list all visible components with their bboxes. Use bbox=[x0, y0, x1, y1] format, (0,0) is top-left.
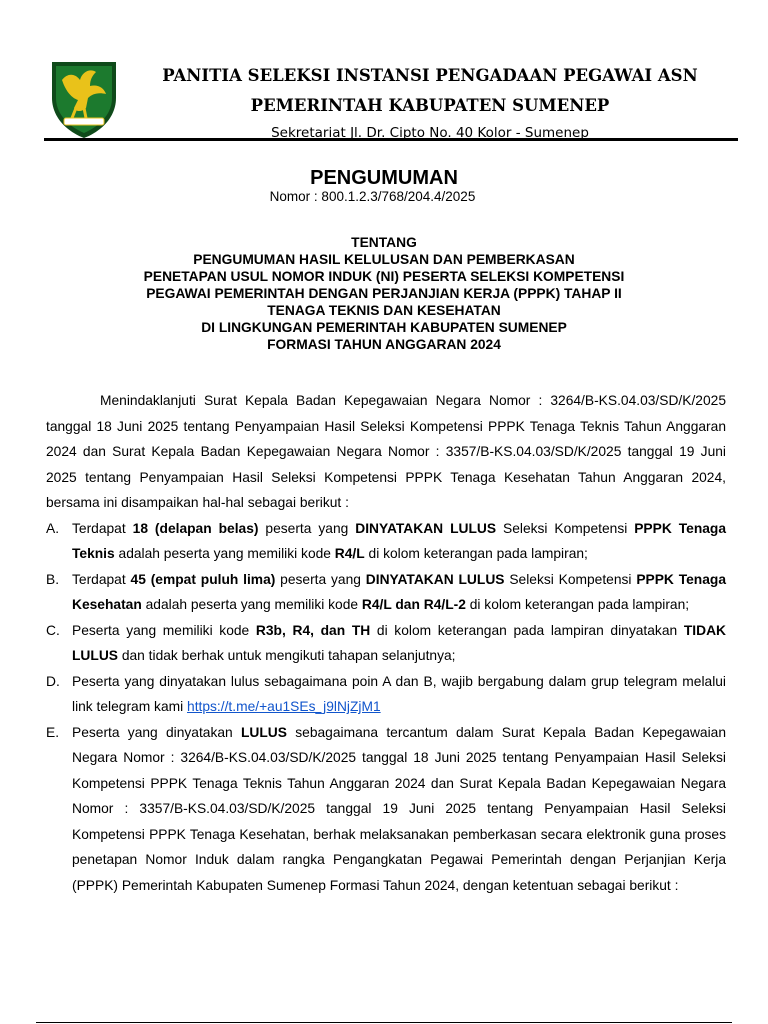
subject-line: PEGAWAI PEMERINTAH DENGAN PERJANJIAN KERJA (PPPK) TAHAP II bbox=[146, 286, 622, 301]
item-text: Peserta yang dinyatakan bbox=[72, 724, 241, 740]
points-list bbox=[46, 516, 726, 899]
item-text: di kolom keterangan pada lampiran; bbox=[465, 597, 690, 612]
item-marker: A. bbox=[46, 520, 60, 536]
item-marker: E. bbox=[46, 724, 60, 740]
item-bold: PPPK Tenaga Teknis bbox=[72, 520, 727, 561]
list-item bbox=[46, 669, 726, 720]
item-bold: R3b, R4, dan TH bbox=[255, 622, 371, 638]
item-text: peserta yang bbox=[258, 520, 356, 536]
letterhead-committee: PANITIA SELEKSI INSTANSI PENGADAAN PEGAWAI ASN bbox=[162, 66, 698, 85]
telegram-group-link[interactable]: https://t.me/+au1SEs_j9lNjZjM1 bbox=[187, 699, 381, 714]
list-item bbox=[46, 567, 726, 618]
item-bold: TIDAK LULUS bbox=[72, 622, 726, 663]
item-bold: DINYATAKAN LULUS bbox=[355, 520, 497, 536]
sumenep-regency-crest-icon bbox=[46, 58, 122, 140]
item-text: Terdapat bbox=[72, 520, 133, 536]
list-item bbox=[46, 516, 726, 567]
item-text: Seleksi Kompetensi bbox=[504, 571, 637, 587]
item-text: Peserta yang dinyatakan lulus sebagaimana poin A dan B, wajib bergabung dalam grup telegram melalui link telegram kami bbox=[72, 673, 726, 714]
item-marker: B. bbox=[46, 571, 60, 587]
subject-line: DI LINGKUNGAN PEMERINTAH KABUPATEN SUMENEP bbox=[201, 320, 567, 335]
announcement-number: Nomor : 800.1.2.3/768/204.4/2025 bbox=[269, 189, 476, 204]
item-text: Seleksi Kompetensi bbox=[496, 520, 635, 536]
subject-line: TENTANG bbox=[351, 235, 417, 250]
item-bold: R4/L dan R4/L-2 bbox=[361, 597, 466, 612]
item-text: Terdapat bbox=[72, 571, 131, 587]
item-text: dan tidak berhak untuk mengikuti tahapan selanjutnya; bbox=[118, 648, 456, 663]
item-text: adalah peserta yang memiliki kode bbox=[114, 546, 335, 561]
item-bold: LULUS bbox=[240, 724, 287, 740]
item-marker: C. bbox=[46, 622, 60, 638]
intro-paragraph: Menindaklanjuti Surat Kepala Badan Kepegawaian Negara Nomor : 3264/B-KS.04.03/SD/K/2025 tanggal 18 Juni 2025 tentang Penyampaian Hasil Seleksi Kompetensi PPPK Tenaga Teknis Tahun Anggaran 2024 dan Surat Kepala Badan Kepegawaian Negara Nomor : 3357/B-KS.04.03/SD/K/2025 tanggal 19 Juni 2025 tentang Penyampaian Hasil Seleksi Kompetensi PPPK Tenaga Kesehatan Tahun Anggaran 2024, bersama ini disampaikan hal-hal sebagai berikut : bbox=[46, 393, 726, 510]
item-bold: 45 (empat puluh lima) bbox=[130, 571, 276, 587]
item-text: adalah peserta yang memiliki kode bbox=[141, 597, 362, 612]
subject-line: PENETAPAN USUL NOMOR INDUK (NI) PESERTA SELEKSI KOMPETENSI bbox=[143, 269, 625, 284]
item-marker: D. bbox=[46, 673, 60, 689]
announcement-subject bbox=[0, 234, 768, 353]
letterhead-government: PEMERINTAH KABUPATEN SUMENEP bbox=[250, 96, 610, 115]
item-text: sebagaimana tercantum dalam Surat Kepala Badan Kepegawaian Negara Nomor : 3264/B-KS.04.03/SD/K/2025 tanggal 18 Juni 2025 tentang Penyampaian Hasil Seleksi Kompetensi PPPK Tenaga Teknis Tahun Anggaran 2024 dan Surat Kepala Badan Kepegawaian Negara Nomor : 3357/B-KS.04.03/SD/K/2025 tanggal 19 Juni 2025 tentang Penyampaian Hasil Seleksi Kompetensi PPPK Tenaga Kesehatan, berhak melaksanakan pemberkasan secara elektronik guna proses penetapan Nomor Induk dalam rangka Pengangkatan Pegawai Pemerintah dengan Perjanjian Kerja (PPPK) Pemerintah Kabupaten Sumenep Formasi Tahun 2024, dengan ketentuan sebagai berikut : bbox=[72, 724, 727, 893]
announcement-title: PENGUMUMAN bbox=[310, 167, 458, 189]
list-item bbox=[46, 618, 726, 669]
footer-divider bbox=[36, 1022, 732, 1023]
subject-line: PENGUMUMAN HASIL KELULUSAN DAN PEMBERKASAN bbox=[193, 252, 575, 267]
letterhead-divider bbox=[44, 138, 738, 141]
subject-line: TENAGA TEKNIS DAN KESEHATAN bbox=[267, 303, 501, 318]
item-text: peserta yang bbox=[275, 571, 366, 587]
item-bold: DINYATAKAN LULUS bbox=[365, 571, 505, 587]
item-text: Peserta yang memiliki kode bbox=[72, 622, 256, 638]
letterhead bbox=[135, 62, 725, 144]
item-bold: PPPK Tenaga Kesehatan bbox=[72, 571, 727, 612]
announcement-body bbox=[46, 388, 726, 898]
letterhead-address: Sekretariat Jl. Dr. Cipto No. 40 Kolor - Sumenep bbox=[271, 125, 589, 141]
item-bold: 18 (delapan belas) bbox=[132, 520, 259, 536]
list-item bbox=[46, 720, 726, 899]
item-bold: R4/L bbox=[334, 546, 365, 561]
item-text: di kolom keterangan pada lampiran dinyatakan bbox=[370, 622, 684, 638]
item-text: di kolom keterangan pada lampiran; bbox=[364, 546, 588, 561]
subject-line: FORMASI TAHUN ANGGARAN 2024 bbox=[267, 337, 501, 352]
